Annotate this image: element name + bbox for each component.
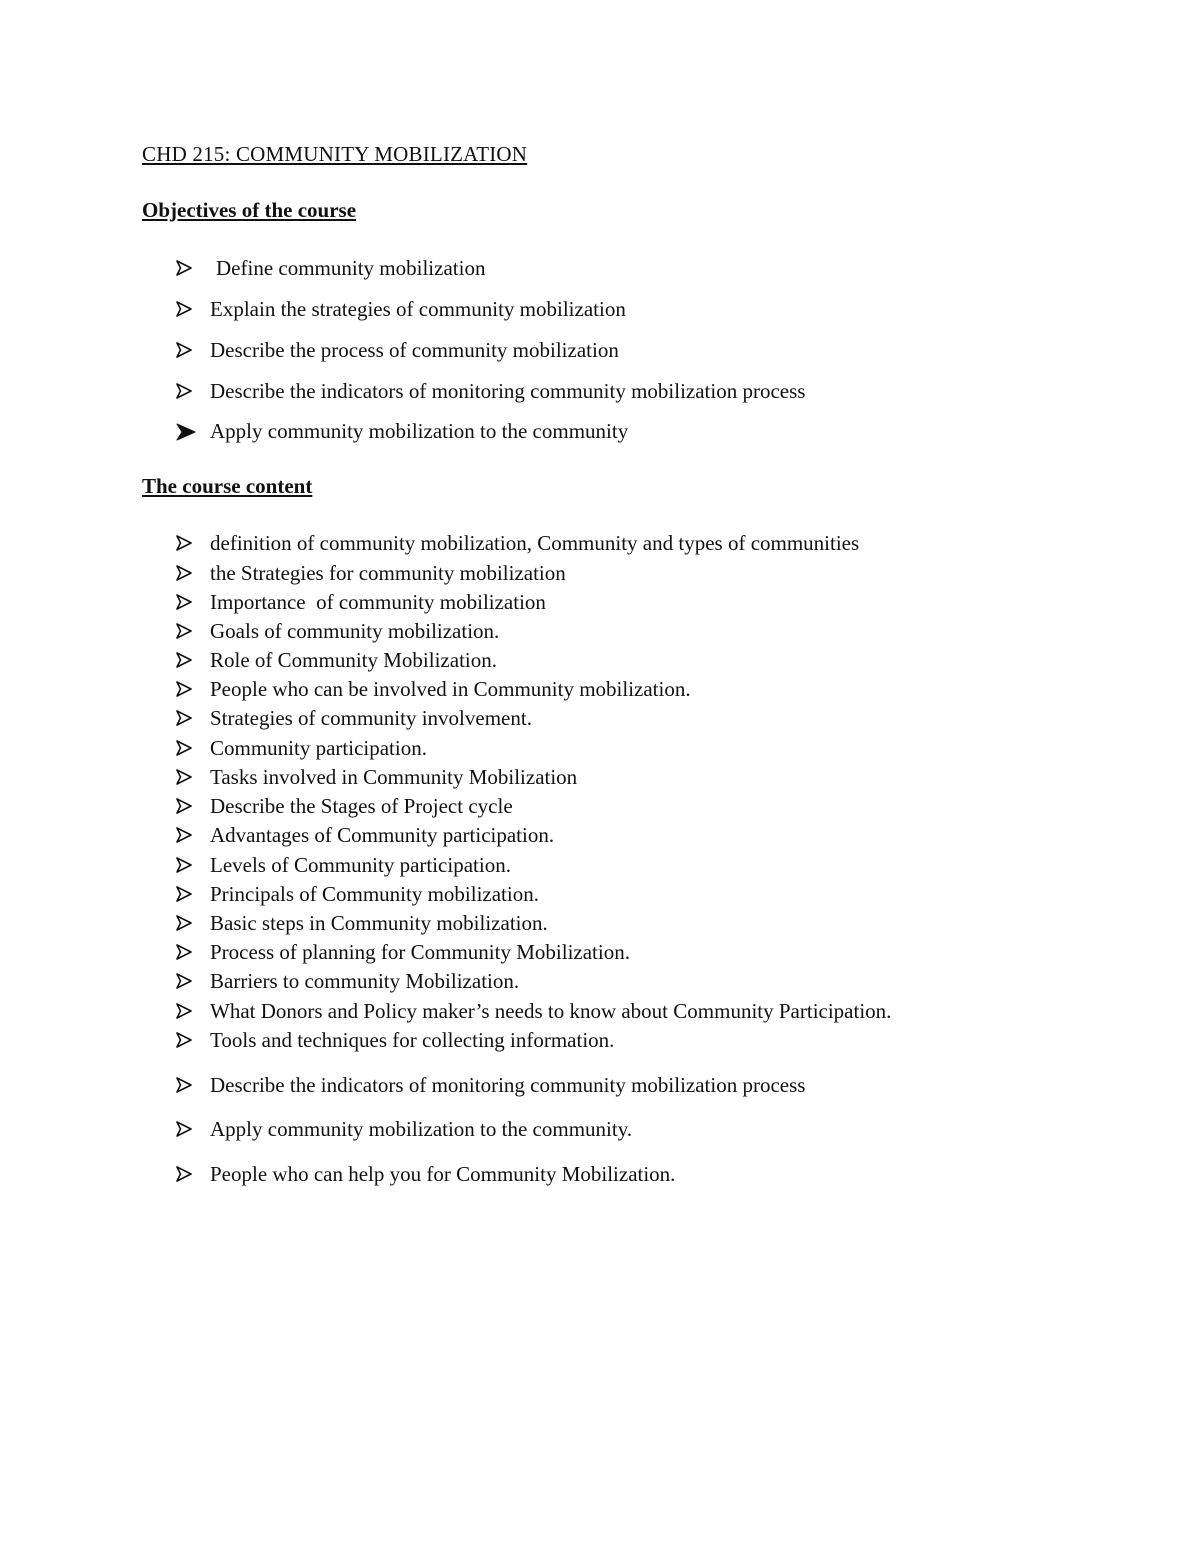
document-title: CHD 215: COMMUNITY MOBILIZATION	[142, 142, 528, 166]
objective-item	[176, 255, 485, 281]
content-text: Importance of community mobilization	[210, 589, 546, 614]
content-text: Describe the Stages of Project cycle	[210, 793, 513, 818]
content-item	[176, 881, 539, 907]
arrowhead-bullet-icon	[176, 857, 192, 873]
objective-text: Describe the process of community mobilization	[210, 337, 619, 362]
objective-text: Describe the indicators of monitoring community mobilization process	[210, 378, 806, 403]
arrowhead-bullet-icon	[176, 1077, 192, 1093]
objective-item	[176, 418, 628, 444]
content-text: People who can be involved in Community mobilization.	[210, 676, 691, 701]
arrowhead-bullet-icon	[176, 798, 192, 814]
arrowhead-bullet-icon	[176, 915, 192, 931]
arrowhead-bullet-icon	[176, 342, 192, 358]
content-text: Role of Community Mobilization.	[210, 647, 497, 672]
content-text: Community participation.	[210, 735, 427, 760]
objectives-heading: Objectives of the course	[142, 198, 357, 222]
content-item	[176, 998, 891, 1024]
content-item	[176, 764, 577, 790]
arrowhead-bullet-icon	[176, 594, 192, 610]
content-item	[176, 589, 546, 615]
arrowhead-bullet-icon	[176, 944, 192, 960]
content-item	[176, 735, 427, 761]
arrowhead-bullet-icon	[176, 1032, 192, 1048]
objective-text: Apply community mobilization to the community	[210, 418, 629, 443]
content-item	[176, 910, 548, 936]
arrowhead-bullet-icon	[176, 623, 192, 639]
content-text: Tools and techniques for collecting information.	[210, 1027, 615, 1052]
content-text: Describe the indicators of monitoring community mobilization process	[210, 1072, 806, 1097]
content-item	[176, 822, 554, 848]
content-item	[176, 676, 691, 702]
objective-text: Explain the strategies of community mobilization	[210, 296, 626, 321]
content-text: Levels of Community participation.	[210, 852, 511, 877]
arrowhead-bullet-icon	[176, 710, 192, 726]
content-item	[176, 852, 511, 878]
arrowhead-bullet-icon	[176, 652, 192, 668]
content-item	[176, 939, 630, 965]
content-text: Tasks involved in Community Mobilization	[210, 764, 578, 789]
content-text: Basic steps in Community mobilization.	[210, 910, 548, 935]
content-item	[176, 1027, 614, 1053]
arrowhead-bullet-icon	[176, 1003, 192, 1019]
content-item	[176, 793, 513, 819]
content-text: Apply community mobilization to the community.	[210, 1116, 633, 1141]
content-text: Goals of community mobilization.	[210, 618, 500, 643]
arrowhead-bullet-icon	[176, 535, 192, 551]
content-text: Barriers to community Mobilization.	[210, 968, 520, 993]
content-item	[176, 705, 532, 731]
arrowhead-bullet-icon	[176, 740, 192, 756]
arrowhead-bullet-icon	[176, 827, 192, 843]
arrowhead-bullet-icon	[176, 1166, 192, 1182]
content-item	[176, 1072, 805, 1098]
content-text: the Strategies for community mobilization	[210, 560, 566, 585]
content-item	[176, 560, 566, 586]
content-item	[176, 530, 859, 556]
objective-text: Define community mobilization	[216, 255, 486, 280]
arrowhead-bullet-icon	[176, 973, 192, 989]
content-item	[176, 647, 497, 673]
arrowhead-bullet-icon	[176, 423, 196, 439]
content-item	[176, 968, 519, 994]
objective-item	[176, 337, 619, 363]
course-content-heading: The course content	[142, 474, 313, 498]
arrowhead-bullet-icon	[176, 886, 192, 902]
arrowhead-bullet-icon	[176, 769, 192, 785]
content-item	[176, 1116, 632, 1142]
arrowhead-bullet-icon	[176, 681, 192, 697]
content-item	[176, 618, 499, 644]
objective-item	[176, 378, 805, 404]
content-text: What Donors and Policy maker’s needs to know about Community Participation.	[210, 998, 892, 1023]
content-text: definition of community mobilization, Community and types of communities	[210, 530, 860, 555]
arrowhead-bullet-icon	[176, 260, 192, 276]
content-text: Process of planning for Community Mobilization.	[210, 939, 630, 964]
content-text: People who can help you for Community Mobilization.	[210, 1161, 676, 1186]
content-text: Principals of Community mobilization.	[210, 881, 539, 906]
arrowhead-bullet-icon	[176, 565, 192, 581]
content-text: Strategies of community involvement.	[210, 705, 532, 730]
content-text: Advantages of Community participation.	[210, 822, 555, 847]
arrowhead-bullet-icon	[176, 1121, 192, 1137]
arrowhead-bullet-icon	[176, 383, 192, 399]
arrowhead-bullet-icon	[176, 301, 192, 317]
content-item	[176, 1161, 675, 1187]
objective-item	[176, 296, 626, 322]
